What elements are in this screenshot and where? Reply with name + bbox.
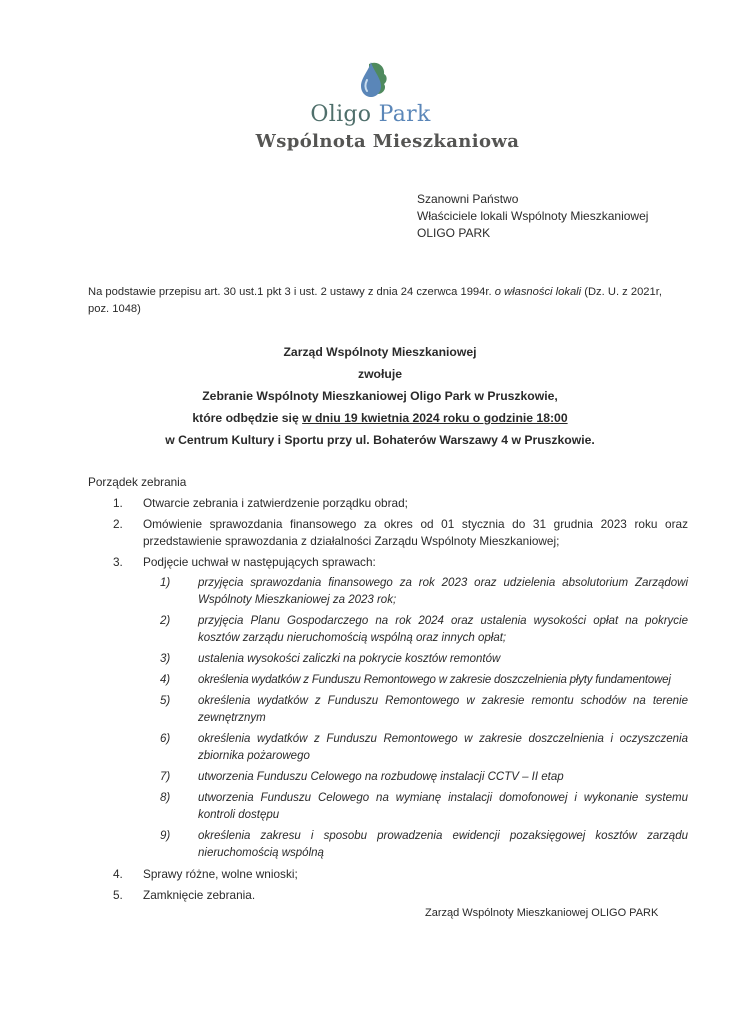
legal-basis-paragraph — [88, 284, 684, 318]
agenda-item — [88, 495, 688, 512]
resolution-item — [88, 790, 688, 824]
resolution-number: 3) — [160, 653, 171, 665]
resolution-item — [88, 731, 688, 765]
resolution-text: przyjęcia sprawozdania finansowego za rok 2023 oraz udzielenia absolutorium Zarządowi Wspólnoty Mieszkaniowej za 2023 rok; — [198, 577, 688, 606]
water-drop-leaf-icon — [351, 58, 391, 100]
announcement-date-line — [100, 407, 660, 429]
resolution-number: 9) — [160, 830, 171, 842]
logo-name — [0, 102, 741, 128]
resolution-text: określenia wydatków z Funduszu Remontowego w zakresie doszczelnienia i oczyszczenia zbiornika pożarowego — [198, 733, 688, 762]
addressee-community: OLIGO PARK — [417, 226, 491, 240]
resolution-text: określenia wydatków z Funduszu Remontowego w zakresie remontu schodów na terenie zewnętrznym — [198, 695, 688, 724]
resolution-item — [88, 672, 688, 689]
resolution-item — [88, 651, 688, 668]
addressee-salutation: Szanowni Państwo — [417, 192, 519, 206]
resolution-text: utworzenia Funduszu Celowego na wymianę instalacji domofonowej i wykonanie systemu kontroli dostępu — [198, 792, 688, 821]
resolution-item — [88, 575, 688, 609]
agenda-item-text: Zamknięcie zebrania. — [143, 888, 256, 902]
agenda — [88, 473, 688, 904]
announcement-date-prefix: które odbędzie się — [192, 411, 303, 425]
resolution-number: 4) — [160, 674, 170, 686]
resolution-item — [88, 693, 688, 727]
agenda-item-number: 3. — [113, 555, 123, 569]
agenda-item-text: Podjęcie uchwał w następujących sprawach: — [143, 555, 376, 569]
resolutions-list — [143, 575, 688, 862]
agenda-item — [88, 516, 688, 550]
signature: Zarząd Wspólnoty Mieszkaniowej OLIGO PARK — [425, 907, 659, 919]
announcement-location: w Centrum Kultury i Sportu przy ul. Bohaterów Warszawy 4 w Pruszkowie. — [165, 433, 595, 447]
agenda-item — [88, 887, 688, 904]
resolution-text: przyjęcia Planu Gospodarczego na rok 2024 oraz ustalenia wysokości opłat na pokrycie kosztów zarządu nieruchomością wspólną oraz innych opłat; — [198, 615, 688, 644]
legal-text: Na podstawie przepisu art. 30 ust.1 pkt 3 i ust. 2 ustawy z dnia 24 czerwca 1994r. — [88, 286, 495, 298]
agenda-item-number: 1. — [113, 496, 123, 510]
meeting-announcement — [100, 341, 660, 451]
addressee-recipients: Właściciele lokali Wspólnoty Mieszkaniowej — [417, 209, 649, 223]
agenda-item-number: 4. — [113, 867, 123, 881]
resolution-item — [88, 828, 688, 862]
agenda-item-text: Sprawy różne, wolne wnioski; — [143, 867, 298, 881]
resolution-text: określenia zakresu i sposobu prowadzenia ewidencji pozaksięgowej kosztów zarządu nieruchomością wspólną — [198, 830, 688, 859]
resolution-number: 2) — [160, 615, 171, 627]
resolution-number: 1) — [160, 577, 171, 589]
resolution-number: 5) — [160, 695, 171, 707]
logo — [0, 58, 741, 154]
announcement-convenes: zwołuje — [357, 367, 402, 381]
resolution-number: 6) — [160, 733, 171, 745]
agenda-item-number: 5. — [113, 888, 123, 902]
agenda-title: Porządek zebrania — [88, 475, 187, 489]
legal-act-title: o własności lokali — [494, 286, 582, 298]
agenda-item — [88, 554, 688, 862]
announcement-date: w dniu 19 kwietnia 2024 roku o godzinie 18:00 — [302, 411, 568, 425]
agenda-item-text: Omówienie sprawozdania finansowego za okres od 01 stycznia do 31 grudnia 2023 roku oraz przedstawienie sprawozdania z działalności Zarządu Wspólnoty Mieszkaniowej; — [143, 517, 688, 548]
legal-citation: (Dz. U. z 2021r, poz. 1048) — [88, 286, 662, 315]
agenda-item — [88, 866, 688, 883]
resolution-item — [88, 613, 688, 647]
resolution-item — [88, 769, 688, 786]
resolution-text: utworzenia Funduszu Celowego na rozbudowę instalacji CCTV – II etap — [198, 771, 564, 783]
agenda-item-number: 2. — [113, 517, 123, 531]
agenda-item-text: Otwarcie zebrania i zatwierdzenie porządku obrad; — [143, 496, 408, 510]
resolution-text: określenia wydatków z Funduszu Remontowego w zakresie doszczelnienia płyty fundamentowej — [198, 674, 671, 686]
announcement-board: Zarząd Wspólnoty Mieszkaniowej — [283, 345, 477, 359]
resolution-number: 7) — [160, 771, 171, 783]
resolution-number: 8) — [160, 792, 171, 804]
resolution-text: ustalenia wysokości zaliczki na pokrycie kosztów remontów — [198, 653, 501, 665]
logo-name-park: Park — [378, 102, 431, 127]
logo-subtitle: Wspólnota Mieszkaniowa — [255, 131, 520, 152]
announcement-meeting: Zebranie Wspólnoty Mieszkaniowej Oligo Park w Pruszkowie, — [202, 389, 558, 403]
addressee-block — [417, 191, 648, 242]
logo-name-oligo: Oligo — [310, 102, 372, 127]
